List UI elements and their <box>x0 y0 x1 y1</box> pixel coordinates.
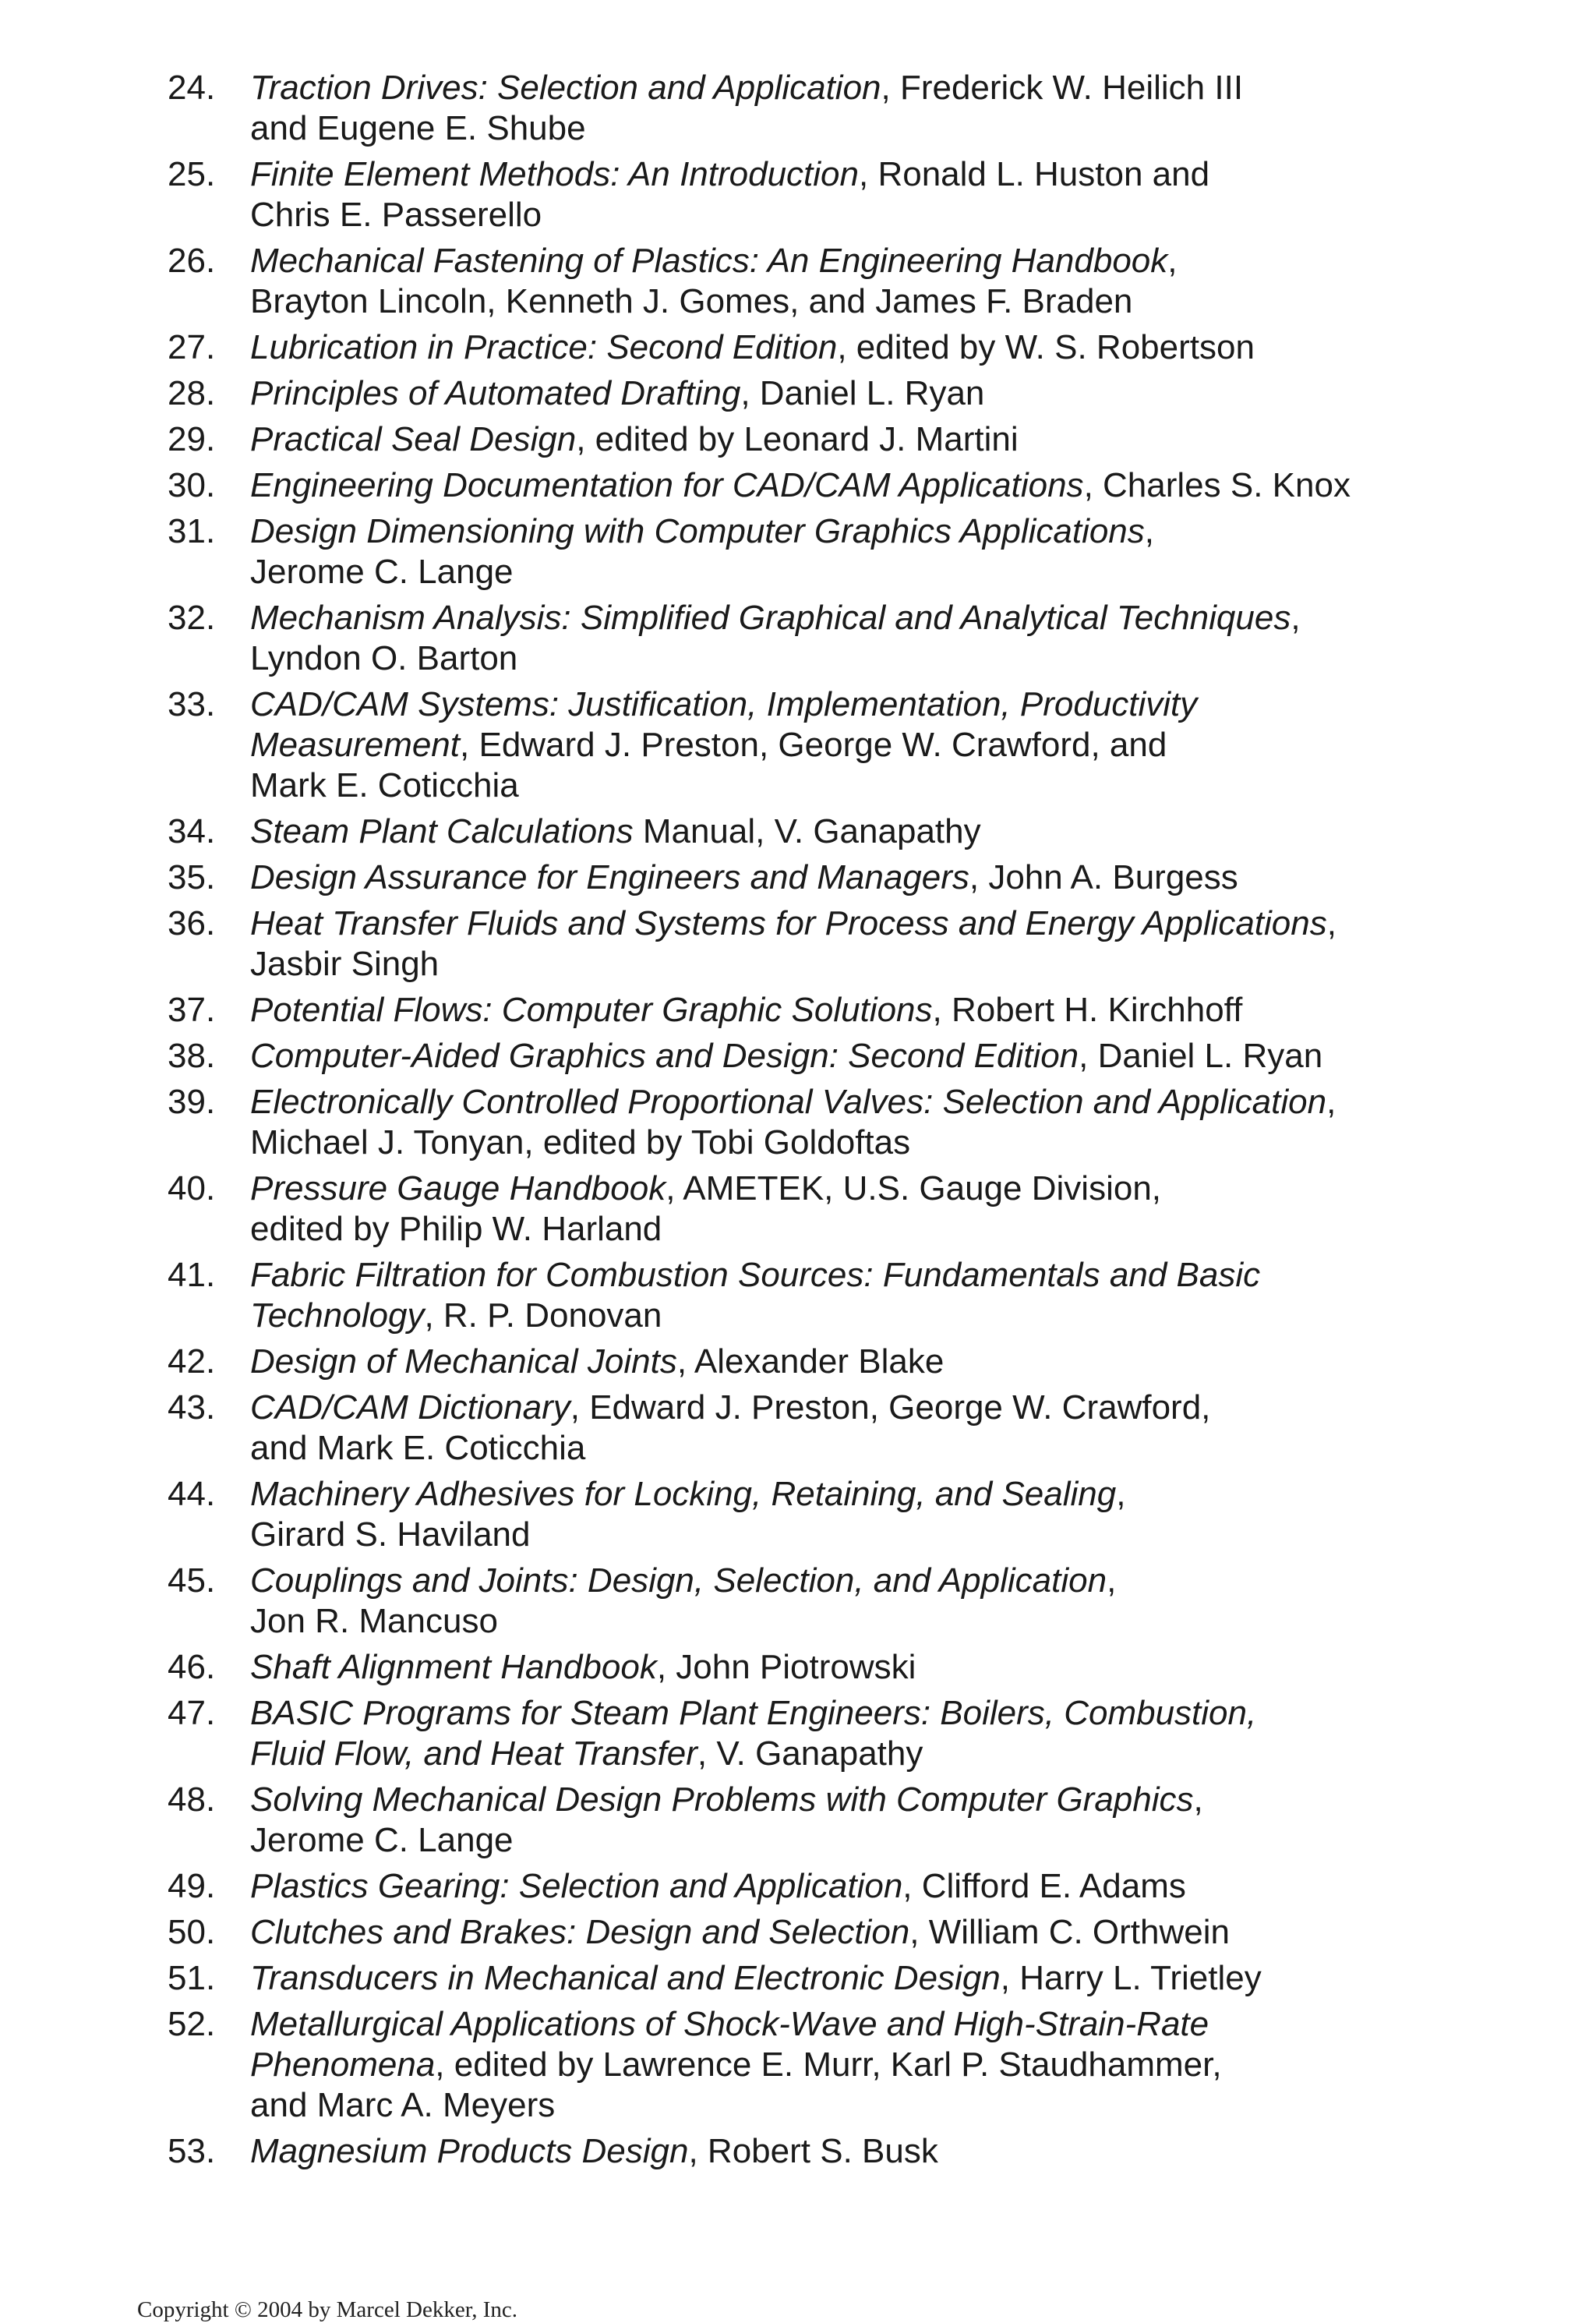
entry-author: , Frederick W. Heilich III <box>881 69 1244 107</box>
entry-author: , Robert S. Busk <box>688 2132 938 2170</box>
entry-continuation-line: Michael J. Tonyan, edited by Tobi Goldoftas <box>250 1123 911 1162</box>
entry-line <box>250 1958 1446 1999</box>
entry-author: , edited by Lawrence E. Murr, Karl P. Staudhammer, <box>435 2045 1222 2084</box>
list-item <box>168 1036 1446 1077</box>
entry-line <box>250 990 1446 1031</box>
entry-text <box>250 511 1446 592</box>
entry-line <box>250 2045 1446 2085</box>
entry-line <box>250 511 1446 552</box>
entry-line <box>250 903 1446 944</box>
entry-number: 47. <box>168 1694 216 1732</box>
entry-continuation-line: Brayton Lincoln, Kenneth J. Gomes, and James F. Braden <box>250 282 1133 320</box>
entry-text <box>250 154 1446 235</box>
entry-author: , <box>1326 1083 1336 1121</box>
book-series-list <box>168 68 1446 2177</box>
entry-continuation-line: Jerome C. Lange <box>250 1821 514 1859</box>
list-item <box>168 154 1446 235</box>
entry-title: Mechanical Fastening of Plastics: An Engineering Handbook <box>250 242 1168 280</box>
entry-text <box>250 1780 1446 1861</box>
entry-text <box>250 598 1446 679</box>
entry-text <box>250 1474 1446 1555</box>
entry-number: 29. <box>168 420 216 458</box>
entry-author: , Daniel L. Ryan <box>740 374 985 412</box>
entry-text <box>250 1561 1446 1642</box>
entry-author: , <box>1107 1561 1117 1600</box>
entry-continuation-line: Jerome C. Lange <box>250 553 514 591</box>
entry-line <box>250 684 1446 725</box>
entry-number: 44. <box>168 1475 216 1513</box>
entry-title: Lubrication in Practice: Second Edition <box>250 328 838 366</box>
list-item <box>168 327 1446 368</box>
entry-continuation-line: Chris E. Passerello <box>250 196 542 234</box>
entry-line <box>250 1342 1446 1382</box>
entry-title: Computer-Aided Graphics and Design: Second Edition <box>250 1037 1079 1075</box>
entry-author: , edited by W. S. Robertson <box>837 328 1255 366</box>
entry-line <box>250 811 1446 852</box>
entry-text <box>250 68 1446 149</box>
entry-text <box>250 373 1446 414</box>
entry-number: 34. <box>168 812 216 850</box>
list-item <box>168 419 1446 460</box>
entry-author: , Edward J. Preston, George W. Crawford, and <box>460 726 1167 764</box>
entry-number: 30. <box>168 466 216 504</box>
entry-author: , Alexander Blake <box>676 1342 945 1381</box>
entry-title: Shaft Alignment Handbook <box>250 1648 657 1686</box>
entry-number: 24. <box>168 69 216 107</box>
entry-number: 32. <box>168 599 216 637</box>
list-item <box>168 1647 1446 1688</box>
entry-line <box>250 1912 1446 1953</box>
list-item <box>168 68 1446 149</box>
entry-text <box>250 1866 1446 1907</box>
entry-number: 37. <box>168 991 216 1029</box>
entry-author: , Edward J. Preston, George W. Crawford, <box>570 1388 1211 1427</box>
entry-author: Manual, V. Ganapathy <box>633 812 981 850</box>
entry-author: , <box>1116 1475 1126 1513</box>
list-item <box>168 241 1446 322</box>
entry-line <box>250 241 1446 281</box>
entry-line <box>250 857 1446 898</box>
entry-number: 26. <box>168 242 216 280</box>
entry-author: , William C. Orthwein <box>909 1913 1230 1951</box>
entry-number: 40. <box>168 1169 216 1207</box>
entry-title-continued: Phenomena <box>250 2045 436 2084</box>
entry-line <box>250 1693 1446 1734</box>
entry-title: Design Dimensioning with Computer Graphics Applications <box>250 512 1145 550</box>
entry-author: , Daniel L. Ryan <box>1079 1037 1323 1075</box>
entry-author: , Ronald L. Huston and <box>859 155 1210 193</box>
entry-text <box>250 903 1446 985</box>
entry-text <box>250 1693 1446 1774</box>
entry-line <box>250 1561 1446 1601</box>
entry-title: Mechanism Analysis: Simplified Graphical and Analytical Techniques <box>250 599 1291 637</box>
entry-text <box>250 1647 1446 1688</box>
entry-author: , Clifford E. Adams <box>902 1867 1186 1905</box>
entry-title: Clutches and Brakes: Design and Selection <box>250 1913 910 1951</box>
entry-title: Transducers in Mechanical and Electronic Design <box>250 1959 1001 1997</box>
entry-author: , <box>1291 599 1301 637</box>
entry-line <box>250 419 1446 460</box>
entry-title: Pressure Gauge Handbook <box>250 1169 666 1207</box>
list-item <box>168 990 1446 1031</box>
entry-text <box>250 857 1446 898</box>
entry-number: 28. <box>168 374 216 412</box>
entry-title: Machinery Adhesives for Locking, Retaining, and Sealing <box>250 1475 1117 1513</box>
list-item <box>168 511 1446 592</box>
list-item <box>168 373 1446 414</box>
entry-line <box>250 1255 1446 1296</box>
list-item <box>168 1474 1446 1555</box>
list-item <box>168 1958 1446 1999</box>
entry-text <box>250 327 1446 368</box>
entry-author: , <box>1193 1780 1203 1819</box>
entry-line <box>250 2004 1446 2045</box>
entry-number: 51. <box>168 1959 216 1997</box>
entry-title: CAD/CAM Dictionary <box>250 1388 570 1427</box>
entry-author: , Harry L. Trietley <box>1000 1959 1262 1997</box>
entry-continuation-line: and Mark E. Coticchia <box>250 1429 586 1467</box>
entry-line <box>250 1780 1446 1820</box>
entry-text <box>250 465 1446 506</box>
entry-line <box>250 1169 1446 1209</box>
entry-line <box>250 373 1446 414</box>
entry-continuation-line: edited by Philip W. Harland <box>250 1210 662 1248</box>
entry-continuation-line: Jasbir Singh <box>250 945 440 983</box>
entry-title: Finite Element Methods: An Introduction <box>250 155 859 193</box>
entry-number: 35. <box>168 858 216 896</box>
list-item <box>168 857 1446 898</box>
list-item <box>168 1693 1446 1774</box>
entry-number: 33. <box>168 685 216 723</box>
entry-text <box>250 1036 1446 1077</box>
list-item <box>168 1866 1446 1907</box>
entry-title-continued: Technology <box>250 1296 425 1335</box>
entry-line <box>250 1647 1446 1688</box>
entry-author: , John A. Burgess <box>969 858 1238 896</box>
entry-text <box>250 990 1446 1031</box>
entry-text <box>250 684 1446 806</box>
entry-author: , edited by Leonard J. Martini <box>576 420 1019 458</box>
entry-line <box>250 1082 1446 1123</box>
entry-line <box>250 465 1446 506</box>
list-item <box>168 684 1446 806</box>
entry-number: 52. <box>168 2005 216 2043</box>
list-item <box>168 1082 1446 1163</box>
entry-number: 25. <box>168 155 216 193</box>
list-item <box>168 465 1446 506</box>
entry-continuation-line: Girard S. Haviland <box>250 1515 531 1554</box>
entry-continuation-line: Mark E. Coticchia <box>250 766 519 804</box>
entry-line <box>250 1296 1446 1336</box>
entry-title: Design Assurance for Engineers and Managers <box>250 858 969 896</box>
entry-number: 49. <box>168 1867 216 1905</box>
entry-author: , AMETEK, U.S. Gauge Division, <box>666 1169 1162 1207</box>
entry-text <box>250 1342 1446 1382</box>
entry-title: Plastics Gearing: Selection and Application <box>250 1867 903 1905</box>
entry-author: , Charles S. Knox <box>1083 466 1351 504</box>
entry-text <box>250 1255 1446 1336</box>
entry-number: 50. <box>168 1913 216 1951</box>
entry-line <box>250 1866 1446 1907</box>
list-item <box>168 1780 1446 1861</box>
entry-title: Electronically Controlled Proportional Valves: Selection and Application <box>250 1083 1327 1121</box>
entry-text <box>250 1082 1446 1163</box>
entry-title-continued: Fluid Flow, and Heat Transfer <box>250 1734 697 1773</box>
entry-number: 46. <box>168 1648 216 1686</box>
entry-author: , V. Ganapathy <box>697 1734 923 1773</box>
list-item <box>168 1255 1446 1336</box>
entry-title: Traction Drives: Selection and Application <box>250 69 881 107</box>
entry-author: , <box>1144 512 1155 550</box>
entry-line <box>250 327 1446 368</box>
entry-author: , R. P. Donovan <box>424 1296 662 1335</box>
entry-line <box>250 154 1446 195</box>
entry-author: , Robert H. Kirchhoff <box>932 991 1243 1029</box>
entry-continuation-line: and Eugene E. Shube <box>250 109 586 147</box>
entry-title: Engineering Documentation for CAD/CAM Applications <box>250 466 1084 504</box>
entry-number: 42. <box>168 1342 216 1381</box>
entry-continuation-line: Jon R. Mancuso <box>250 1602 498 1640</box>
entry-title: Magnesium Products Design <box>250 2132 689 2170</box>
list-item <box>168 1388 1446 1469</box>
list-item <box>168 1342 1446 1382</box>
entry-line <box>250 68 1446 108</box>
entry-author: , John Piotrowski <box>656 1648 916 1686</box>
entry-line <box>250 1734 1446 1774</box>
entry-text <box>250 2131 1446 2172</box>
list-item <box>168 1912 1446 1953</box>
entry-text <box>250 1958 1446 1999</box>
entry-author: , <box>1167 242 1178 280</box>
entry-continuation-line: and Marc A. Meyers <box>250 2086 556 2124</box>
entry-title: Practical Seal Design <box>250 420 577 458</box>
entry-number: 27. <box>168 328 216 366</box>
entry-number: 45. <box>168 1561 216 1600</box>
entry-line <box>250 725 1446 765</box>
entry-title: Steam Plant Calculations <box>250 812 634 850</box>
entry-text <box>250 1169 1446 1250</box>
entry-number: 41. <box>168 1256 216 1294</box>
entry-text <box>250 241 1446 322</box>
entry-number: 43. <box>168 1388 216 1427</box>
entry-title: Fabric Filtration for Combustion Sources: Fundamentals and Basic <box>250 1256 1261 1294</box>
entry-number: 38. <box>168 1037 216 1075</box>
entry-line <box>250 1388 1446 1428</box>
entry-number: 39. <box>168 1083 216 1121</box>
entry-number: 53. <box>168 2132 216 2170</box>
entry-title: Couplings and Joints: Design, Selection, and Application <box>250 1561 1107 1600</box>
entry-line <box>250 598 1446 638</box>
entry-title: Metallurgical Applications of Shock-Wave and High-Strain-Rate <box>250 2005 1209 2043</box>
copyright-notice: Copyright © 2004 by Marcel Dekker, Inc. <box>137 2297 517 2322</box>
entry-number: 31. <box>168 512 216 550</box>
list-item <box>168 2131 1446 2172</box>
entry-number: 48. <box>168 1780 216 1819</box>
entry-text <box>250 419 1446 460</box>
list-item <box>168 1169 1446 1250</box>
entry-number: 36. <box>168 904 216 942</box>
entry-line <box>250 1474 1446 1515</box>
entry-text <box>250 2004 1446 2126</box>
entry-title: CAD/CAM Systems: Justification, Implementation, Productivity <box>250 685 1198 723</box>
entry-line <box>250 2131 1446 2172</box>
list-item <box>168 1561 1446 1642</box>
entry-author: , <box>1326 904 1336 942</box>
list-item <box>168 811 1446 852</box>
entry-title: BASIC Programs for Steam Plant Engineers: Boilers, Combustion, <box>250 1694 1257 1732</box>
entry-text <box>250 1912 1446 1953</box>
entry-title: Potential Flows: Computer Graphic Solutions <box>250 991 933 1029</box>
entry-title: Heat Transfer Fluids and Systems for Process and Energy Applications <box>250 904 1327 942</box>
entry-continuation-line: Lyndon O. Barton <box>250 639 518 677</box>
entry-text <box>250 811 1446 852</box>
entry-title: Design of Mechanical Joints <box>250 1342 677 1381</box>
list-item <box>168 903 1446 985</box>
entry-title: Principles of Automated Drafting <box>250 374 741 412</box>
list-item <box>168 598 1446 679</box>
entry-line <box>250 1036 1446 1077</box>
entry-title-continued: Measurement <box>250 726 461 764</box>
entry-title: Solving Mechanical Design Problems with Computer Graphics <box>250 1780 1194 1819</box>
list-item <box>168 2004 1446 2126</box>
entry-text <box>250 1388 1446 1469</box>
